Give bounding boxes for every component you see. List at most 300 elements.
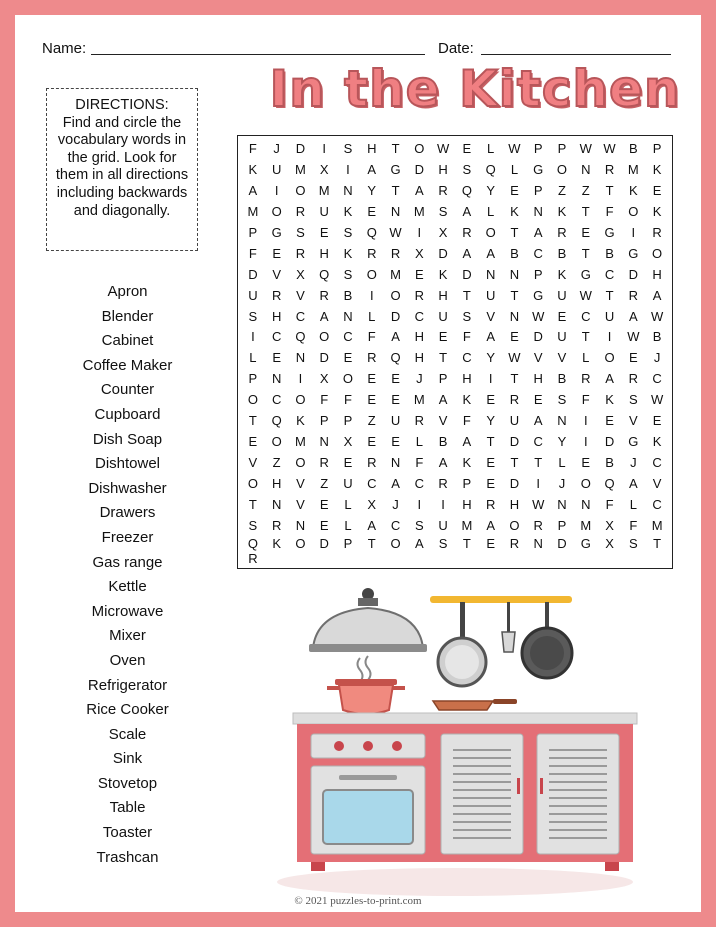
grid-letter[interactable]: R (604, 161, 615, 177)
grid-letter[interactable]: B (343, 287, 353, 303)
grid-letter[interactable]: S (343, 224, 353, 240)
grid-letter[interactable]: O (485, 224, 496, 240)
grid-letter[interactable]: B (605, 455, 614, 471)
grid-letter[interactable]: H (509, 497, 520, 513)
grid-letter[interactable]: C (414, 476, 425, 492)
grid-letter[interactable]: C (367, 476, 377, 492)
grid-letter[interactable]: R (533, 518, 543, 534)
grid-letter[interactable]: W (650, 392, 664, 408)
grid-letter[interactable]: Y (486, 413, 495, 429)
grid-letter[interactable]: F (581, 392, 590, 408)
grid-letter[interactable]: D (319, 350, 329, 366)
grid-letter[interactable]: U (509, 413, 520, 429)
grid-letter[interactable]: E (486, 392, 495, 408)
grid-letter[interactable]: X (438, 224, 448, 240)
grid-letter[interactable]: S (343, 140, 353, 156)
grid-letter[interactable]: Z (320, 476, 329, 492)
grid-letter[interactable]: K (652, 203, 662, 219)
grid-letter[interactable]: E (343, 350, 353, 366)
grid-letter[interactable]: G (628, 245, 639, 261)
grid-letter[interactable]: N (557, 413, 567, 429)
grid-letter[interactable]: R (652, 224, 662, 240)
grid-letter[interactable]: A (391, 329, 400, 345)
grid-letter[interactable]: Z (581, 182, 590, 198)
grid-letter[interactable]: D (509, 434, 520, 450)
grid-letter[interactable]: E (486, 536, 495, 551)
grid-letter[interactable]: R (248, 551, 258, 566)
grid-letter[interactable]: X (343, 434, 353, 450)
grid-letter[interactable]: W (579, 287, 592, 303)
grid-letter[interactable]: E (319, 518, 329, 534)
grid-letter[interactable]: E (652, 182, 662, 198)
grid-letter[interactable]: X (605, 536, 614, 551)
grid-letter[interactable]: W (532, 497, 545, 513)
grid-letter[interactable]: E (367, 434, 377, 450)
grid-letter[interactable]: O (509, 518, 520, 534)
grid-letter[interactable]: H (438, 161, 448, 177)
grid-letter[interactable]: A (248, 182, 258, 198)
grid-letter[interactable]: D (390, 308, 401, 324)
grid-letter[interactable]: K (605, 392, 614, 408)
grid-letter[interactable]: C (271, 329, 282, 345)
grid-letter[interactable]: N (343, 182, 353, 198)
grid-letter[interactable]: E (391, 434, 400, 450)
grid-letter[interactable]: O (247, 392, 258, 408)
grid-letter[interactable]: E (581, 224, 591, 240)
grid-letter[interactable]: T (510, 224, 519, 240)
grid-letter[interactable]: B (438, 434, 448, 450)
grid-letter[interactable]: B (510, 245, 519, 261)
grid-letter[interactable]: D (438, 245, 448, 261)
grid-letter[interactable]: R (414, 413, 425, 429)
grid-letter[interactable]: U (271, 161, 282, 177)
grid-letter[interactable]: W (532, 308, 545, 324)
grid-letter[interactable]: C (390, 518, 401, 534)
grid-letter[interactable]: B (605, 245, 614, 261)
grid-letter[interactable]: O (604, 350, 615, 366)
grid-letter[interactable]: R (367, 245, 377, 261)
grid-letter[interactable]: W (627, 329, 640, 345)
grid-letter[interactable]: M (580, 518, 592, 534)
grid-letter[interactable]: S (296, 224, 305, 240)
grid-letter[interactable]: V (248, 455, 258, 471)
grid-letter[interactable]: S (628, 392, 638, 408)
grid-letter[interactable]: E (438, 329, 448, 345)
grid-letter[interactable]: V (557, 350, 567, 366)
grid-letter[interactable]: T (367, 536, 376, 551)
grid-letter[interactable]: M (627, 161, 639, 177)
date-line[interactable] (481, 54, 671, 55)
grid-letter[interactable]: C (652, 497, 662, 513)
grid-letter[interactable]: A (391, 476, 400, 492)
grid-letter[interactable]: A (438, 455, 448, 471)
grid-letter[interactable]: O (295, 536, 306, 551)
grid-letter[interactable]: O (319, 329, 330, 345)
grid-letter[interactable]: A (605, 371, 614, 387)
grid-letter[interactable]: I (298, 371, 303, 387)
grid-letter[interactable]: T (248, 413, 257, 429)
grid-letter[interactable]: E (510, 329, 519, 345)
grid-letter[interactable]: E (486, 455, 495, 471)
grid-letter[interactable]: K (248, 161, 258, 177)
grid-letter[interactable]: H (271, 476, 282, 492)
grid-letter[interactable]: F (344, 392, 352, 408)
grid-letter[interactable]: T (462, 536, 471, 551)
grid-letter[interactable]: M (318, 182, 330, 198)
grid-letter[interactable]: U (319, 203, 329, 219)
grid-letter[interactable]: Q (295, 329, 306, 345)
grid-letter[interactable]: J (273, 140, 280, 156)
grid-letter[interactable]: K (462, 455, 472, 471)
grid-letter[interactable]: N (343, 308, 353, 324)
grid-letter[interactable]: L (368, 308, 376, 324)
grid-letter[interactable]: M (413, 203, 425, 219)
grid-letter[interactable]: A (438, 392, 448, 408)
grid-letter[interactable]: K (462, 392, 472, 408)
grid-letter[interactable]: A (533, 413, 543, 429)
grid-letter[interactable]: A (414, 182, 424, 198)
grid-letter[interactable]: L (344, 497, 352, 513)
grid-letter[interactable]: D (557, 536, 567, 551)
grid-letter[interactable]: V (296, 287, 305, 303)
grid-letter[interactable]: X (367, 497, 377, 513)
grid-letter[interactable]: O (390, 287, 401, 303)
grid-letter[interactable]: I (583, 434, 588, 450)
grid-letter[interactable]: P (557, 518, 567, 534)
grid-letter[interactable]: T (510, 455, 519, 471)
grid-letter[interactable]: O (295, 392, 306, 408)
grid-letter[interactable]: M (413, 392, 425, 408)
grid-letter[interactable]: P (438, 371, 448, 387)
grid-letter[interactable]: T (486, 434, 495, 450)
grid-letter[interactable]: N (557, 497, 567, 513)
grid-letter[interactable]: L (487, 203, 495, 219)
grid-letter[interactable]: G (390, 161, 401, 177)
grid-letter[interactable]: E (391, 371, 400, 387)
grid-letter[interactable]: R (581, 371, 591, 387)
grid-letter[interactable]: F (248, 245, 257, 261)
grid-letter[interactable]: J (653, 350, 661, 366)
grid-letter[interactable]: K (343, 245, 353, 261)
grid-letter[interactable]: P (533, 140, 543, 156)
grid-letter[interactable]: S (248, 518, 258, 534)
grid-letter[interactable]: N (533, 203, 543, 219)
grid-letter[interactable]: T (534, 455, 543, 471)
grid-letter[interactable]: C (604, 266, 615, 282)
grid-letter[interactable]: N (319, 434, 329, 450)
grid-letter[interactable]: D (533, 329, 543, 345)
grid-letter[interactable]: L (558, 455, 566, 471)
grid-letter[interactable]: J (558, 476, 566, 492)
grid-letter[interactable]: C (271, 392, 282, 408)
grid-letter[interactable]: I (417, 497, 422, 513)
grid-letter[interactable]: V (533, 350, 543, 366)
grid-letter[interactable]: O (295, 455, 306, 471)
grid-letter[interactable]: T (439, 350, 448, 366)
grid-letter[interactable]: M (461, 518, 473, 534)
name-line[interactable] (91, 54, 425, 55)
grid-letter[interactable]: G (533, 287, 544, 303)
grid-letter[interactable]: C (533, 245, 543, 261)
grid-letter[interactable]: E (414, 266, 424, 282)
grid-letter[interactable]: I (322, 140, 327, 156)
grid-letter[interactable]: E (272, 245, 281, 261)
grid-letter[interactable]: A (367, 518, 377, 534)
grid-letter[interactable]: Q (604, 476, 615, 492)
grid-letter[interactable]: N (509, 308, 520, 324)
grid-letter[interactable]: S (343, 266, 353, 282)
grid-letter[interactable]: P (652, 140, 662, 156)
grid-letter[interactable]: A (486, 245, 495, 261)
grid-letter[interactable]: F (605, 497, 614, 513)
grid-letter[interactable]: K (557, 266, 567, 282)
grid-letter[interactable]: U (485, 287, 496, 303)
grid-letter[interactable]: E (319, 497, 329, 513)
grid-letter[interactable]: S (248, 308, 258, 324)
grid-letter[interactable]: L (629, 497, 637, 513)
grid-letter[interactable]: W (436, 140, 450, 156)
grid-letter[interactable]: L (487, 140, 495, 156)
grid-letter[interactable]: V (296, 497, 305, 513)
grid-letter[interactable]: Z (558, 182, 566, 198)
grid-letter[interactable]: W (389, 224, 402, 240)
grid-letter[interactable]: I (607, 329, 612, 345)
grid-letter[interactable]: E (367, 392, 377, 408)
grid-letter[interactable]: U (438, 308, 448, 324)
grid-letter[interactable]: H (367, 140, 377, 156)
grid-letter[interactable]: I (631, 224, 636, 240)
grid-letter[interactable]: C (462, 350, 472, 366)
grid-letter[interactable]: E (652, 413, 662, 429)
grid-letter[interactable]: W (579, 140, 592, 156)
grid-letter[interactable]: R (485, 497, 496, 513)
grid-letter[interactable]: R (438, 476, 448, 492)
grid-letter[interactable]: S (462, 308, 472, 324)
grid-letter[interactable]: A (414, 536, 424, 551)
grid-letter[interactable]: U (248, 287, 258, 303)
grid-letter[interactable]: Q (461, 182, 472, 198)
grid-letter[interactable]: A (462, 245, 472, 261)
grid-letter[interactable]: E (510, 182, 519, 198)
grid-letter[interactable]: A (462, 434, 472, 450)
grid-letter[interactable]: C (414, 308, 425, 324)
grid-letter[interactable]: A (628, 308, 638, 324)
grid-letter[interactable]: A (462, 203, 472, 219)
grid-letter[interactable]: E (248, 434, 258, 450)
grid-letter[interactable]: O (580, 476, 591, 492)
grid-letter[interactable]: I (441, 497, 445, 513)
grid-letter[interactable]: I (417, 224, 422, 240)
grid-letter[interactable]: D (248, 266, 258, 282)
grid-letter[interactable]: X (319, 161, 329, 177)
grid-letter[interactable]: B (652, 329, 662, 345)
grid-letter[interactable]: S (414, 518, 424, 534)
grid-letter[interactable]: S (438, 536, 448, 551)
grid-letter[interactable]: P (248, 371, 258, 387)
grid-letter[interactable]: R (509, 536, 520, 551)
grid-letter[interactable]: U (390, 413, 401, 429)
grid-letter[interactable]: F (462, 329, 471, 345)
grid-letter[interactable]: G (628, 434, 639, 450)
grid-letter[interactable]: N (581, 497, 591, 513)
grid-letter[interactable]: J (630, 455, 637, 471)
grid-letter[interactable]: W (508, 140, 521, 156)
grid-letter[interactable]: K (652, 434, 662, 450)
grid-letter[interactable]: O (271, 434, 282, 450)
grid-letter[interactable]: R (390, 245, 401, 261)
grid-letter[interactable]: V (628, 413, 638, 429)
grid-letter[interactable]: Q (319, 266, 330, 282)
grid-letter[interactable]: M (295, 434, 306, 450)
grid-letter[interactable]: N (271, 497, 282, 513)
grid-letter[interactable]: V (486, 308, 495, 324)
grid-letter[interactable]: K (628, 182, 638, 198)
grid-letter[interactable]: H (414, 329, 425, 345)
grid-letter[interactable]: F (415, 455, 424, 471)
grid-letter[interactable]: R (319, 287, 329, 303)
grid-letter[interactable]: H (462, 497, 472, 513)
grid-letter[interactable]: H (271, 308, 282, 324)
grid-letter[interactable]: S (462, 161, 472, 177)
grid-letter[interactable]: I (274, 182, 279, 198)
grid-letter[interactable]: E (605, 413, 614, 429)
grid-letter[interactable]: Q (247, 536, 258, 551)
grid-letter[interactable]: E (367, 371, 377, 387)
grid-letter[interactable]: N (390, 455, 401, 471)
grid-letter[interactable]: R (414, 287, 425, 303)
grid-letter[interactable]: Q (271, 413, 282, 429)
grid-letter[interactable]: S (628, 536, 638, 551)
grid-letter[interactable]: R (271, 518, 282, 534)
grid-letter[interactable]: J (392, 497, 399, 513)
grid-letter[interactable]: F (320, 392, 329, 408)
grid-letter[interactable]: B (628, 140, 638, 156)
grid-letter[interactable]: T (581, 329, 590, 345)
grid-letter[interactable]: R (509, 392, 520, 408)
grid-letter[interactable]: A (319, 308, 329, 324)
grid-letter[interactable]: B (557, 245, 567, 261)
grid-letter[interactable]: T (462, 287, 471, 303)
grid-letter[interactable]: A (486, 329, 495, 345)
grid-letter[interactable]: H (319, 245, 329, 261)
grid-letter[interactable]: G (271, 224, 282, 240)
grid-letter[interactable]: I (251, 329, 255, 345)
grid-letter[interactable]: R (628, 287, 639, 303)
grid-letter[interactable]: K (343, 203, 353, 219)
grid-letter[interactable]: O (652, 245, 663, 261)
grid-letter[interactable]: M (390, 266, 401, 282)
grid-letter[interactable]: H (438, 287, 448, 303)
grid-letter[interactable]: N (581, 161, 591, 177)
grid-letter[interactable]: H (652, 266, 662, 282)
grid-letter[interactable]: R (367, 350, 377, 366)
grid-letter[interactable]: V (652, 476, 662, 492)
grid-letter[interactable]: O (556, 161, 568, 177)
grid-letter[interactable]: W (508, 350, 521, 366)
grid-letter[interactable]: O (390, 536, 401, 551)
grid-letter[interactable]: E (557, 308, 567, 324)
grid-letter[interactable]: N (295, 350, 306, 366)
grid-letter[interactable]: U (557, 287, 567, 303)
grid-letter[interactable]: A (628, 476, 638, 492)
grid-letter[interactable]: K (652, 161, 662, 177)
grid-letter[interactable]: T (653, 536, 662, 551)
grid-letter[interactable]: W (603, 140, 616, 156)
grid-letter[interactable]: N (485, 266, 496, 282)
grid-letter[interactable]: X (296, 266, 305, 282)
grid-letter[interactable]: C (652, 455, 662, 471)
grid-letter[interactable]: P (557, 140, 567, 156)
grid-letter[interactable]: P (462, 476, 472, 492)
grid-letter[interactable]: D (628, 266, 639, 282)
grid-letter[interactable]: O (414, 140, 425, 156)
grid-letter[interactable]: K (510, 203, 519, 219)
grid-letter[interactable]: V (296, 476, 305, 492)
grid-letter[interactable]: R (319, 455, 329, 471)
grid-letter[interactable]: H (414, 350, 425, 366)
grid-letter[interactable]: R (557, 224, 567, 240)
grid-letter[interactable]: R (438, 182, 448, 198)
grid-letter[interactable]: V (272, 266, 281, 282)
grid-letter[interactable]: E (319, 224, 329, 240)
grid-letter[interactable]: P (343, 413, 353, 429)
grid-letter[interactable]: T (605, 287, 614, 303)
grid-letter[interactable]: O (271, 203, 282, 219)
grid-letter[interactable]: Y (557, 434, 567, 450)
grid-letter[interactable]: H (533, 371, 543, 387)
grid-letter[interactable]: L (344, 518, 352, 534)
grid-letter[interactable]: P (533, 182, 543, 198)
grid-letter[interactable]: K (296, 413, 305, 429)
grid-letter[interactable]: T (581, 203, 590, 219)
grid-letter[interactable]: O (247, 476, 258, 492)
grid-letter[interactable]: T (248, 497, 257, 513)
grid-letter[interactable]: G (604, 224, 615, 240)
grid-letter[interactable]: I (346, 161, 350, 177)
grid-letter[interactable]: P (248, 224, 258, 240)
grid-letter[interactable]: N (390, 203, 401, 219)
grid-letter[interactable]: L (249, 350, 257, 366)
grid-letter[interactable]: C (652, 371, 662, 387)
grid-letter[interactable]: F (629, 518, 638, 534)
grid-letter[interactable]: E (533, 392, 543, 408)
grid-letter[interactable]: K (557, 203, 567, 219)
grid-letter[interactable]: D (462, 266, 472, 282)
grid-letter[interactable]: E (462, 140, 472, 156)
grid-letter[interactable]: D (295, 140, 306, 156)
grid-letter[interactable]: V (438, 413, 448, 429)
grid-letter[interactable]: Z (367, 413, 376, 429)
grid-letter[interactable]: M (295, 161, 306, 177)
grid-letter[interactable]: X (414, 245, 424, 261)
grid-letter[interactable]: I (369, 287, 374, 303)
grid-letter[interactable]: X (605, 518, 614, 534)
grid-letter[interactable]: E (272, 350, 281, 366)
grid-letter[interactable]: R (628, 371, 639, 387)
grid-letter[interactable]: T (510, 371, 519, 387)
grid-letter[interactable]: C (343, 329, 353, 345)
grid-letter[interactable]: I (488, 371, 493, 387)
grid-letter[interactable]: R (295, 203, 306, 219)
grid-letter[interactable]: F (605, 203, 614, 219)
grid-letter[interactable]: U (557, 329, 567, 345)
grid-letter[interactable]: Y (486, 350, 495, 366)
grid-letter[interactable]: Y (486, 182, 495, 198)
grid-letter[interactable]: T (581, 245, 590, 261)
grid-letter[interactable]: E (581, 455, 591, 471)
grid-letter[interactable]: T (510, 287, 519, 303)
grid-letter[interactable]: H (462, 371, 472, 387)
